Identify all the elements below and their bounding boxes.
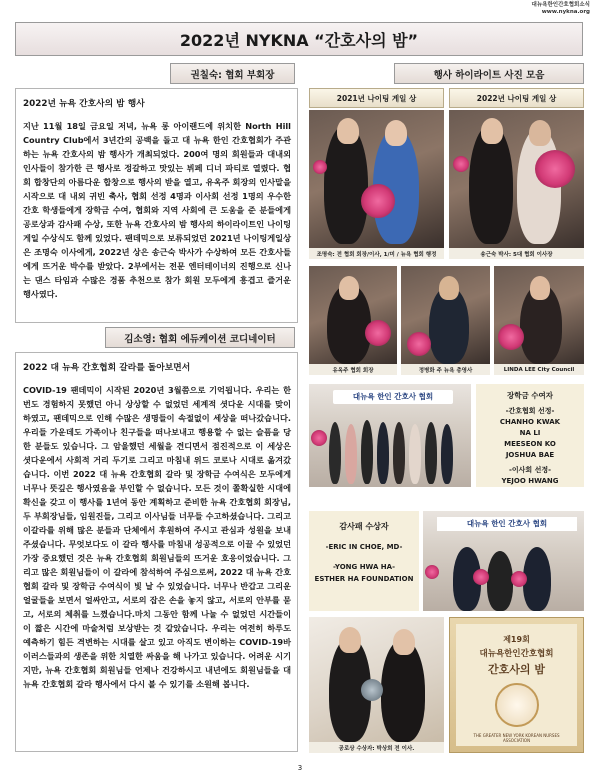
president-photo [309, 266, 397, 364]
article-1 [15, 88, 298, 323]
council-caption: LINDA LEE City Council [494, 364, 584, 375]
article-1-body: 지난 11월 18일 금요일 저녁, 뉴욕 롱 아이랜드에 위치한 North Hill Country Club에서 3년간의 공백을 돌고 대 뉴욕 한인 간호협회가 주관하는 뉴욕 간호사의 밤 행사가 개최되었다. 200여 명의 회원들과 대내외 인사들이 참가한 큰 행사로 정갈하고 맛있는 뷔페 디너 파티로 열렸다. 협회 합창단의 아름다운 합창으로 행사의 받을 열고, 유옥주 회장의 인사말을 시작으로 대 내외 귀빈 축사, 협회 선정 4명과 이사회 선정 1명의 우수한 간호 학생들에게 장학금 수여, 협회와 지역 사회에 큰 도움을 준 분들에게 공로상과 감사패 수상, 또한 뉴욕 간호사의 밤 행사의 하이라이트인 나이팅게일 수상식도 함께 있었다. 팬데믹으로 보류되었던 2021년 나이팅게일상은 조명숙 이사에게, 2022년 상은 송근숙 박사가 수상하여 모든 간호사들에게 뜨거운 박수를 받았다. 2부에서는 전문 엔터테이너의 진행으로 신나는 댄스 타임과 수많은 경품 추천으로 참가 회원 모두에게 흥겹고 즐거운 행사였다. [23, 121, 291, 299]
org-url: www.nykna.org [541, 9, 590, 15]
merit-award-photo [309, 617, 444, 742]
scholar-name: MEESEON KO [504, 440, 556, 448]
author-label-2: 김소영: 협회 에듀케이션 코디네이터 [105, 327, 295, 348]
nightingale-2022-label: 2022년 나이팅 게일 상 [449, 88, 584, 108]
scholarship-group-photo [309, 384, 471, 487]
author-label-1: 권칠숙: 협회 부회장 [170, 63, 295, 84]
org-name: 대뉴욕한인간호협회소식 [531, 2, 590, 8]
plaque-name: -ERIC IN CHOE, MD- [325, 543, 403, 551]
plaque-group-photo [423, 511, 584, 611]
poster-edition: 제19회 [503, 635, 530, 644]
plaque-title: 감사패 수상자 [339, 522, 389, 531]
banner-text: 대뉴욕 한인 간호사 협회 [437, 517, 577, 531]
merit-award-caption: 공로상 수상자: 박상희 전 이사. [309, 742, 444, 753]
plaque-name: ESTHER HA FOUNDATION [314, 575, 414, 583]
assoc-selection-label: -간호협회 선정- [505, 407, 555, 415]
board-selection-label: -이사회 선정- [508, 466, 552, 474]
banner-text: 대뉴욕 한인 간호사 협회 [333, 390, 453, 404]
plaque-name: -YONG HWA HA- [333, 563, 395, 571]
consul-photo [401, 266, 490, 364]
newsletter-org-header [532, 2, 590, 16]
board-scholar-name: YEJOO HWANG [501, 477, 559, 485]
page-title: 2022년 NYKNA “간호사의 밤” [15, 22, 583, 56]
article-2 [15, 352, 298, 752]
event-poster [449, 617, 584, 753]
nightingale-2021-photo [309, 110, 444, 248]
nightingale-2021-caption: 조명숙: 전 협회 회장/이사, 1/미 / 뉴욕 협회 행정 [309, 248, 444, 259]
poster-org: 대뉴욕한인간호협회 [479, 649, 554, 659]
nightingale-2021-label: 2021년 나이팅 게일 상 [309, 88, 444, 108]
article-1-heading: 2022년 뉴욕 간호사의 밤 행사 [23, 99, 145, 109]
plaque-recipients-box [309, 511, 419, 611]
consul-caption: 정병화 주 뉴욕 총영사 [401, 364, 490, 375]
poster-subtitle: THE GREATER NEW YORK KOREAN NURSES ASSOCIATION [473, 733, 560, 743]
scholar-name: NA LI [519, 429, 541, 437]
scholar-name: CHANHO KWAK [499, 418, 561, 426]
council-photo [494, 266, 584, 364]
scholarship-title: 장학금 수여자 [506, 391, 554, 400]
poster-title: 간호사의 밤 [488, 663, 545, 676]
president-caption: 유옥주 협회 회장 [309, 364, 397, 375]
nightingale-2022-photo [449, 110, 584, 248]
poster-logo-icon [495, 683, 539, 727]
scholarship-recipients-box [476, 384, 584, 487]
scholar-name: JOSHUA BAE [505, 451, 555, 459]
nightingale-2022-caption: 송근숙 박사: 5대 협회 이사장 [449, 248, 584, 259]
article-2-body: COVID-19 팬데믹이 시작된 2020년 3월쯤으로 기억됩니다. 우리는 한 번도 경험하지 못했던 아니 상상할 수 없었던 세계적 셧다운 시대를 맞이 하였고, 팬데믹으로 인해 수많은 생명들이 속절없이 세상을 떠나갔습니다. 우리들 가운데도 가족이나 친구들을 떠나보내고 행용할 수 없는 슬픔을 당한 분들도 있습니다. 그 암울했던 세월을 견디면서 점진적으로 이 세상은 셧다운에서 사회적 거리 두기로 그리고 마침내 위드 코로나 시대로 옮겨갔습니다. 이번 2022 대 뉴욕 간호협회 갈라 및 장학금 수여식은 모두에게 너무나 뜻깊은 행사였음을 부인할 수 없습니다. 모든 것이 쫄확실한 시대에 확신을 갖고 이 행사를 1년여 동안 계획하고 준비한 뉴욕 간호협회 회장님, 두 부회장님들, 임원진들, 그리고 이사님들 너무들 수고하셨습니다. 그리고 이갈라를 위해 많은 분들과 단체에서 후원하여 주시고 관심과 성원을 보내 주셨습니다. 무엇보다도 이 갈라 행사를 마침내 성공적으로 이끌 수 있었던 가장 중요했던 것은 뉴욕 간호협회 회원님들의 뜨거운 호응이었습니다. 그리고 많은 회원님들이 이 갈라에 참석하여 주심으로써, 2022 대 뉴욕 간호협회 갈라 및 장학금 수여식이 빛 날 수 있었습니다. 너무나 반갑고 그리운 얼굴들을 보면서 얼싸안고, 서로의 잡은 손을 놓지 않고, 서로의 안부를 묻고, 서로의 체취를 느꼈습니다.마치 그동안 함께 나눌 수 없었던 시간들이 이 짧은 시간에 마술처럼 보상받는 것 같았습니다. 우리는 여전히 하루도 예측하기 힘든 격변하는 시대를 살고 있고 아직도 변이하는 COVID-19바이러스들과의 생존을 위한 치열한 싸움을 해 나가고 있습니다. 어려운 시기지만, 뉴욕 간호협회 회원님들 언제나 건강하시고 내년에도 회원님들을 대 뉴욕 간호협회 갈라 행사에서 다시 볼 수 있기를 소원해 봅니다. [23, 385, 291, 689]
page-number: 3 [297, 764, 303, 772]
article-2-heading: 2022 대 뉴욕 간호협회 갈라를 돌아보면서 [23, 363, 191, 373]
photo-section-title: 행사 하이라이트 사진 모음 [394, 63, 584, 84]
